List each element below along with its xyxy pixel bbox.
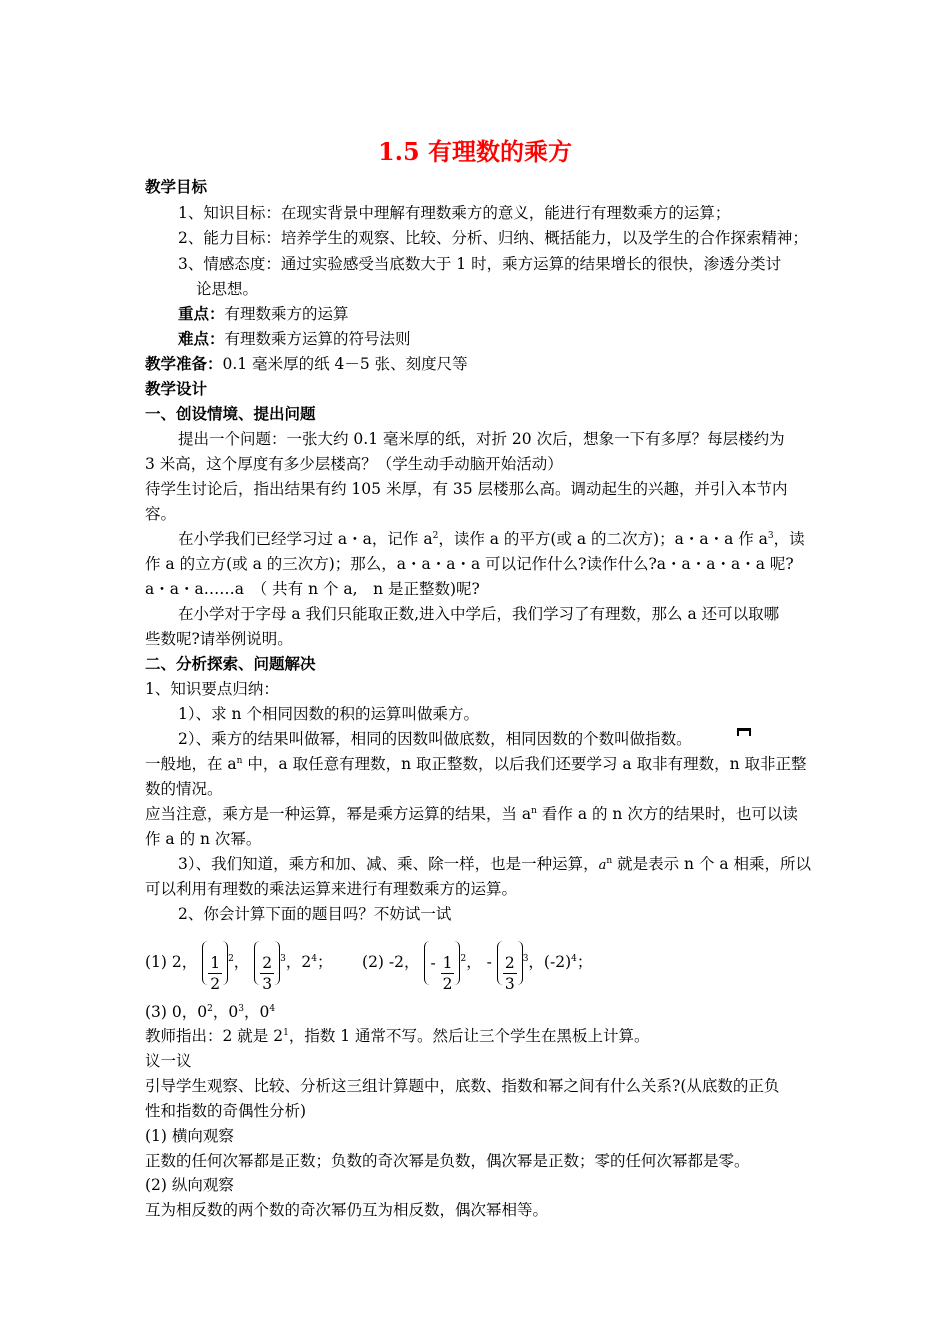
text-run: 一般地，在 a <box>145 755 237 773</box>
text-run: 看作 a 的 n 次方的结果时，也可以读 <box>536 805 798 823</box>
key-point-label: 重点： <box>178 304 225 323</box>
text-run: 3）、我们知道，乘方和加、减、乘、除一样，也是一种运算， <box>178 855 599 873</box>
fraction-half: $\frac{1}{2}$ <box>202 941 228 985</box>
observation-horizontal: (1) 横向观察 <box>145 1127 234 1145</box>
paragraph-note-cont: 作 a 的 n 次幂。 <box>145 830 262 848</box>
knowledge-point-2: 2）、乘方的结果叫做幂，相同的因数叫做底数，相同因数的个数叫做指数。 <box>178 730 692 748</box>
exponent: n <box>606 855 613 866</box>
knowledge-summary-heading: 1、知识要点归纳： <box>145 680 279 698</box>
paragraph-result: 待学生讨论后，指出结果有约 105 米厚，有 35 层楼那么高。调动起生的兴趣，并引入本节内 <box>145 480 788 498</box>
part-two-heading: 二、分析探索、问题解决 <box>145 654 316 673</box>
text-run: (3) 0，0 <box>145 1003 208 1021</box>
text-run: 应当注意，乘方是一种运算，幂是乘方运算的结果，当 a <box>145 805 532 823</box>
goal-knowledge: 1、知识目标：在现实背景中理解有理数乘方的意义，能进行有理数乘方的运算； <box>178 204 731 222</box>
exercise-2-label: (2) -2， <box>362 953 420 971</box>
goal-attitude-cont: 论思想。 <box>196 280 259 298</box>
knowledge-point-3-cont: 可以利用有理数的乘法运算来进行有理数乘方的运算。 <box>145 880 518 898</box>
exponent: 3 <box>767 530 774 541</box>
guide-paragraph: 引导学生观察、比较、分析这三组计算题中，底数、指数和幂之间有什么关系?(从底数的正负 <box>145 1077 780 1095</box>
edit-mark <box>737 728 751 736</box>
observation-vertical-text: 互为相反数的两个数的奇次幂仍互为相反数，偶次幂相等。 <box>145 1201 549 1219</box>
text-run: 教师指出：2 就是 2 <box>145 1027 284 1045</box>
page-title: 1.5 有理数的乘方 <box>377 137 573 166</box>
part-one-heading: 一、创设情境、提出问题 <box>145 404 316 423</box>
exponent: 2 <box>432 530 439 541</box>
paragraph-question: 提出一个问题：一张大约 0.1 毫米厚的纸，对折 20 次后，想象一下有多厚？每层楼约为 <box>178 430 785 448</box>
paragraph-question-cont: 3 米高，这个厚度有多少层楼高？（学生动手动脑开始活动） <box>145 455 563 473</box>
preparation-text: 0.1 毫米厚的纸 4－5 张、刻度尺等 <box>222 355 468 373</box>
fraction-neg-half: - $\frac{1}{2}$ <box>424 941 460 985</box>
text-run: 中，a 取任意有理数，n 取正整数，以后我们还要学习 a 取非有理数，n 取非正整 <box>242 755 807 773</box>
preparation <box>145 354 468 374</box>
paragraph-review-cont2: a・a・a……a （ 共有 n 个 a, n 是正整数)呢? <box>145 580 480 598</box>
fraction-two-thirds-neg: $\frac{2}{3}$ <box>497 941 523 985</box>
paragraph-result-cont: 容。 <box>145 505 177 523</box>
paragraph-extend: 在小学对于字母 a 我们只能取正数,进入中学后，我们学习了有理数，那么 a 还可以取哪 <box>178 605 780 623</box>
teacher-note: 教师指出：2 就是 $2^1$，指数 1 通常不写。然后让三个学生在黑板上计算。 <box>145 1027 650 1045</box>
text-run: 就是表示 n 个 a 相乘，所以 <box>612 855 812 873</box>
paragraph-review-cont: 作 a 的立方(或 a 的三次方)；那么，a・a・a・a 可以记作什么?读作什么?a・a・a・a・a 呢? <box>145 555 794 573</box>
difficult-point-label: 难点： <box>178 329 225 348</box>
goal-ability: 2、能力目标：培养学生的观察、比较、分析、归纳、概括能力，以及学生的合作探索精神； <box>178 229 808 247</box>
paragraph-review <box>178 529 805 549</box>
section-heading-design: 教学设计 <box>145 379 208 398</box>
observation-vertical: (2) 纵向观察 <box>145 1176 234 1194</box>
paragraph-general-cont: 数的情况。 <box>145 780 223 798</box>
goal-attitude: 3、情感态度：通过实验感受当底数大于 1 时，乘方运算的结果增长的很快，渗透分类讨 <box>178 255 782 273</box>
difficult-point-text: 有理数乘方运算的符号法则 <box>224 330 411 348</box>
discussion-heading: 议一议 <box>145 1052 192 1070</box>
exercise-row-3: (3) 0，$0^2$，$0^3$，$0^4$ <box>145 1003 276 1021</box>
key-point <box>178 304 349 324</box>
exercise-1-label: (1) 2， <box>145 953 198 971</box>
difficult-point <box>178 329 411 349</box>
exercise-row-1: (1) 2， $\frac{1}{2}$ $^2$， $\frac{2}{3}$ $^3$，$2^4$； (2) -2， - $\frac{1}{2}$ $^2$， - $\frac{2}{3}$ $^3$，$(-2)^4$； <box>145 940 592 984</box>
exponent: n <box>531 805 537 816</box>
knowledge-point-3: 3）、我们知道，乘方和加、减、乘、除一样，也是一种运算，$a^n$ 就是表示 n 个 a 相乘，所以 <box>178 855 812 873</box>
text-run: ，读作 a 的平方(或 a 的二次方)；a・a・a 作 a <box>438 530 768 548</box>
paragraph-extend-cont: 些数呢?请举例说明。 <box>145 630 293 648</box>
fraction-two-thirds: $\frac{2}{3}$ <box>254 941 280 985</box>
paragraph-note <box>145 804 798 824</box>
preparation-label: 教学准备： <box>145 354 223 373</box>
text-run: ，指数 1 通常不写。然后让三个学生在黑板上计算。 <box>288 1027 650 1045</box>
exercise-heading: 2、你会计算下面的题目吗？不妨试一试 <box>178 905 452 923</box>
guide-paragraph-cont: 性和指数的奇偶性分析) <box>145 1102 307 1120</box>
observation-horizontal-text: 正数的任何次幂都是正数；负数的奇次幂是负数，偶次幂是正数；零的任何次幂都是零。 <box>145 1152 750 1170</box>
knowledge-point-1: 1）、求 n 个相同因数的积的运算叫做乘方。 <box>178 705 479 723</box>
exponent: n <box>236 755 243 766</box>
text-run: ，读 <box>773 530 805 548</box>
section-heading-goals: 教学目标 <box>145 177 208 196</box>
paragraph-general <box>145 754 806 774</box>
key-point-text: 有理数乘方的运算 <box>224 305 349 323</box>
text-run: 在小学我们已经学习过 a・a，记作 a <box>178 530 433 548</box>
